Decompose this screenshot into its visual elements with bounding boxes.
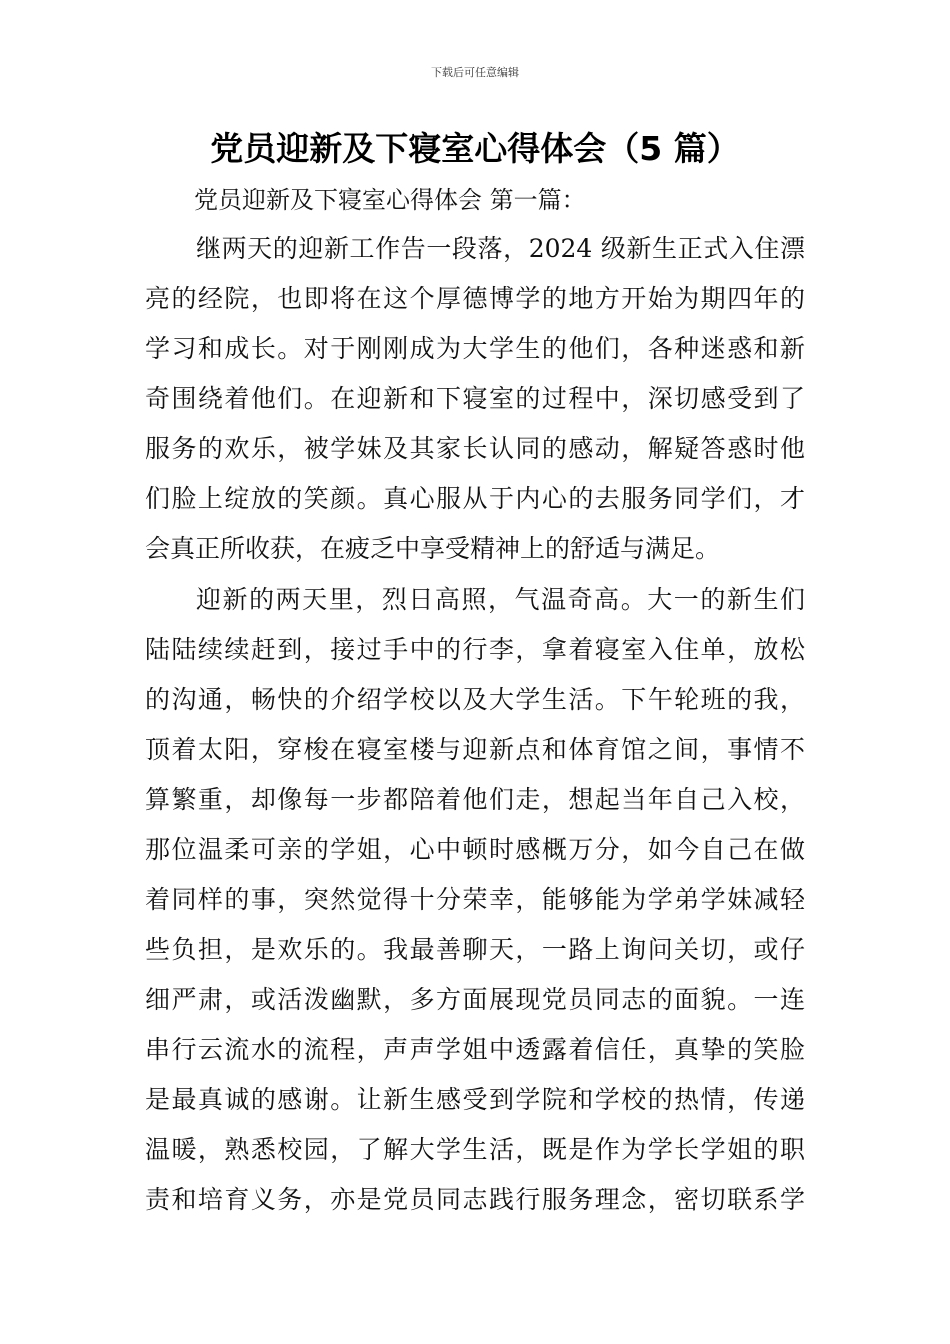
paragraph-line: 串行云流水的流程，声声学姐中透露着信任，真挚的笑脸 [145,1035,805,1064]
paragraph-line: 着同样的事，突然觉得十分荣幸，能够能为学弟学妹减轻 [145,885,805,914]
paragraph-line: 亮的经院，也即将在这个厚德博学的地方开始为期四年的 [145,284,805,313]
paragraph-line: 责和培育义务，亦是党员同志践行服务理念，密切联系学 [145,1185,805,1214]
paragraph-line: 学习和成长。对于刚刚成为大学生的他们，各种迷惑和新 [145,334,805,363]
paragraph-line: 陆陆续续赶到，接过手中的行李，拿着寝室入住单，放松 [145,635,805,664]
paragraph-line: 顶着太阳，穿梭在寝室楼与迎新点和体育馆之间，事情不 [145,735,805,764]
paragraph-line: 奇围绕着他们。在迎新和下寝室的过程中，深切感受到了 [145,384,805,413]
paragraph-line: 是最真诚的感谢。让新生感受到学院和学校的热情，传递 [145,1085,805,1114]
paragraph-line: 们脸上绽放的笑颜。真心服从于内心的去服务同学们，才 [145,484,805,513]
paragraph-line: 温暖，熟悉校园，了解大学生活，既是作为学长学姐的职 [145,1135,805,1164]
paragraph-line: 迎新的两天里，烈日高照，气温奇高。大一的新生们 [196,585,805,614]
paragraph-line: 算繁重，却像每一步都陪着他们走，想起当年自己入校， [145,785,805,814]
paragraph-line: 继两天的迎新工作告一段落，2024 级新生正式入住漂 [196,234,805,263]
paragraph-line: 细严肃，或活泼幽默，多方面展现党员同志的面貌。一连 [145,985,805,1014]
paragraph-line: 服务的欢乐，被学妹及其家长认同的感动，解疑答惑时他 [145,434,805,463]
paragraph-line: 的沟通，畅快的介绍学校以及大学生活。下午轮班的我， [145,685,805,714]
header-note: 下载后可任意编辑 [431,66,519,79]
document-title: 党员迎新及下寝室心得体会（5 篇） [210,129,740,168]
paragraph-line: 会真正所收获，在疲乏中享受精神上的舒适与满足。 [145,534,721,563]
paragraph-line: 那位温柔可亲的学姐，心中顿时感概万分，如今自己在做 [145,835,805,864]
document-subtitle: 党员迎新及下寝室心得体会 第一篇： [194,186,586,214]
paragraph-line: 些负担，是欢乐的。我最善聊天，一路上询问关切，或仔 [145,935,805,964]
